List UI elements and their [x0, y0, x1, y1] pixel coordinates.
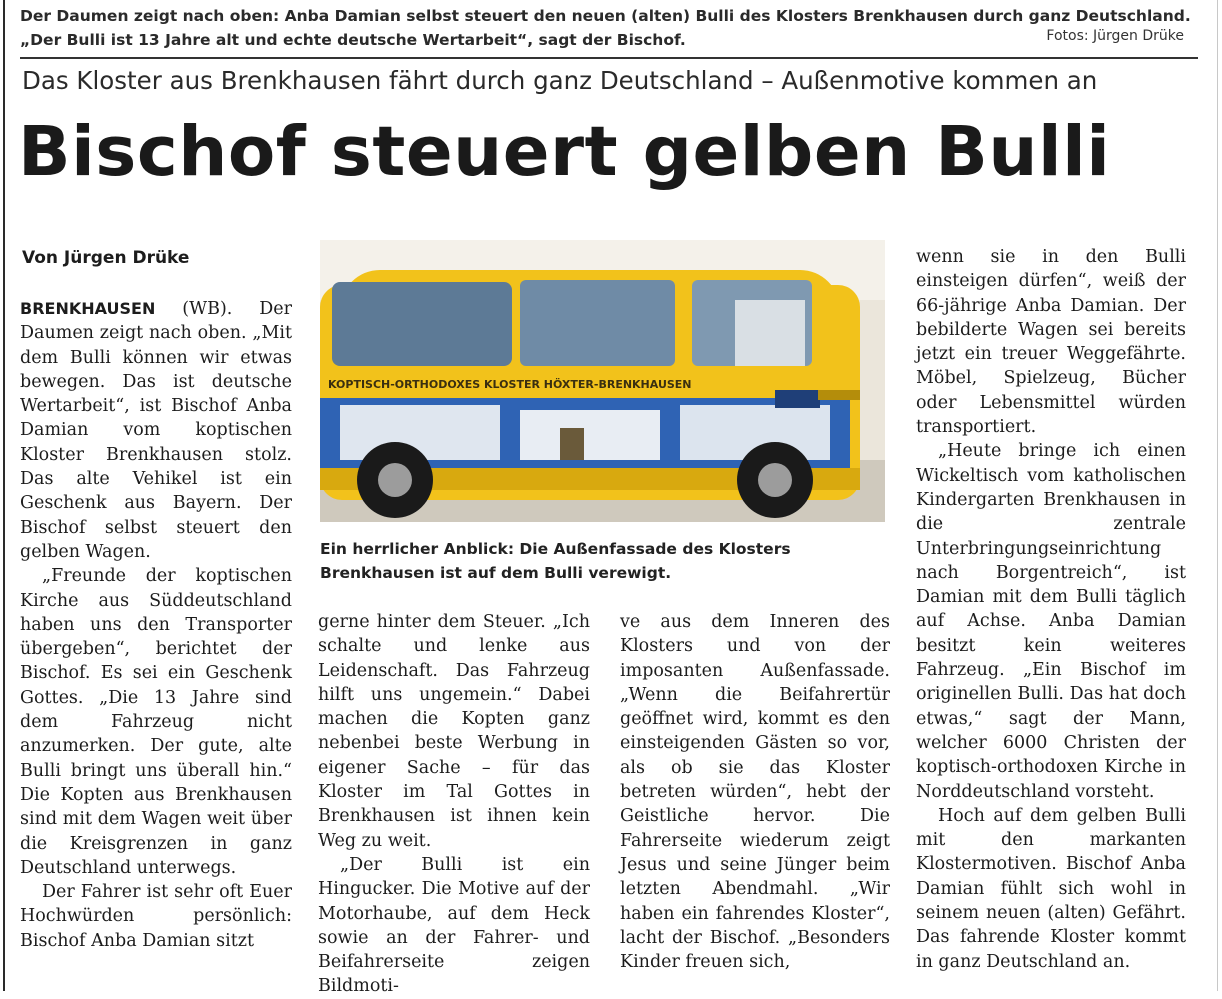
article-column-4 — [916, 245, 1186, 974]
van-lettering: KOPTISCH-ORTHODOXES KLOSTER HÖXTER-BRENKHAUSEN — [328, 378, 692, 391]
paragraph: „Freunde der koptischen Kirche aus Süddeutschland haben uns den Transporter übergeben“, berichtet der Bischof. Es sei ein Geschenk Gottes. „Die 13 Jahre sind dem Fahrzeug nicht anzumerken. Der gute, alte Bulli bringt uns überall hin.“ Die Kopten aus Brenkhausen sind mit dem Wagen weit über die Kreisgrenzen in ganz Deutschland unterwegs. — [20, 566, 292, 878]
photo-credit: Fotos: Jürgen Drüke — [1046, 28, 1184, 44]
van-photo — [320, 240, 885, 522]
paragraph: „Heute bringe ich einen Wickeltisch vom katholischen Kindergarten Brenkhausen in die zentrale Unterbringungseinrichtung nach Borgentreich“, ist Damian mit dem Bulli täglich auf Achse. Anba Damian besitzt kein weiteres Fahrzeug. „Ein Bischof im originellen Bulli. Das hat doch etwas,“ sagt der Mann, welcher 6000 Christen der koptisch-orthodoxen Kirche in Norddeutschland vorsteht. — [916, 441, 1186, 802]
article-column-1 — [20, 297, 292, 953]
paragraph: Der Fahrer ist sehr oft Euer Hochwürden persönlich: Bischof Anba Damian sitzt — [20, 882, 292, 951]
byline: Von Jürgen Drüke — [22, 248, 190, 268]
paragraph — [20, 297, 292, 564]
top-photo-caption: Der Daumen zeigt nach oben: Anba Damian selbst steuert den neuen (alten) Bulli des Klosters Brenkhausen durch ganz Deutschland. „Der Bulli ist 13 Jahre alt und echte deutsche Wertarbeit“, sagt der Bischof. — [20, 7, 1191, 49]
scan-edge-right — [1217, 0, 1218, 991]
paragraph: wenn sie in den Bulli einsteigen dürfen“, weiß der 66-jährige Anba Damian. Der bebilderte Wagen sei bereits jetzt ein treuer Weggefährte. Möbel, Spielzeug, Bücher oder Lebensmittel würden transportiert. — [916, 247, 1186, 438]
van-photo-caption: Ein herrlicher Anblick: Die Außenfassade des Klosters Brenkhausen ist auf dem Bulli verewigt. — [320, 540, 791, 582]
divider-rule — [20, 57, 1198, 59]
paragraph-text: (WB). Der Daumen zeigt nach oben. „Mit dem Bulli können wir etwas bewegen. Das ist deutsche Wertarbeit“, ist Bischof Anba Damian vom koptischen Kloster Brenkhausen stolz. Das alte Vehikel ist ein Geschenk aus Bayern. Der Bischof selbst steuert den gelben Wagen. — [20, 299, 292, 562]
dateline: BRENKHAUSEN — [20, 299, 156, 318]
paragraph: ve aus dem Inneren des Klosters und von der imposanten Außenfassade. „Wenn die Beifahrertür geöffnet wird, kommt es den einsteigenden Gästen so vor, als ob sie das Kloster betreten würden“, hebt der Geistliche hervor. Die Fahrerseite wiederum zeigt Jesus und seine Jünger beim letzten Abendmahl. „Wir haben ein fahrendes Kloster“, lacht der Bischof. „Besonders Kinder freuen sich, — [620, 612, 890, 973]
kicker-line: Das Kloster aus Brenkhausen fährt durch ganz Deutschland – Außenmotive kommen an — [22, 66, 1098, 95]
paragraph: gerne hinter dem Steuer. „Ich schalte und lenke aus Leidenschaft. Das Fahrzeug hilft uns ungemein.“ Dabei machen die Kopten ganz nebenbei beste Werbung in eigener Sache – für das Kloster im Tal Gottes in Brenkhausen ist ihnen kein Weg zu weit. — [318, 612, 590, 851]
paragraph: Hoch auf dem gelben Bulli mit den markanten Klostermotiven. Bischof Anba Damian fühlt sich wohl in seinem neuen (alten) Gefährt. Das fahrende Kloster kommt in ganz Deutschland an. — [916, 805, 1186, 972]
article-column-3 — [620, 610, 890, 974]
scan-edge-left — [3, 0, 5, 991]
paragraph: „Der Bulli ist ein Hingucker. Die Motive auf der Motorhaube, auf dem Heck sowie an der Fahrer- und Beifahrerseite zeigen Bildmoti- — [318, 854, 590, 997]
headline: Bischof steuert gelben Bulli — [18, 112, 1111, 192]
article-column-2 — [318, 610, 590, 999]
